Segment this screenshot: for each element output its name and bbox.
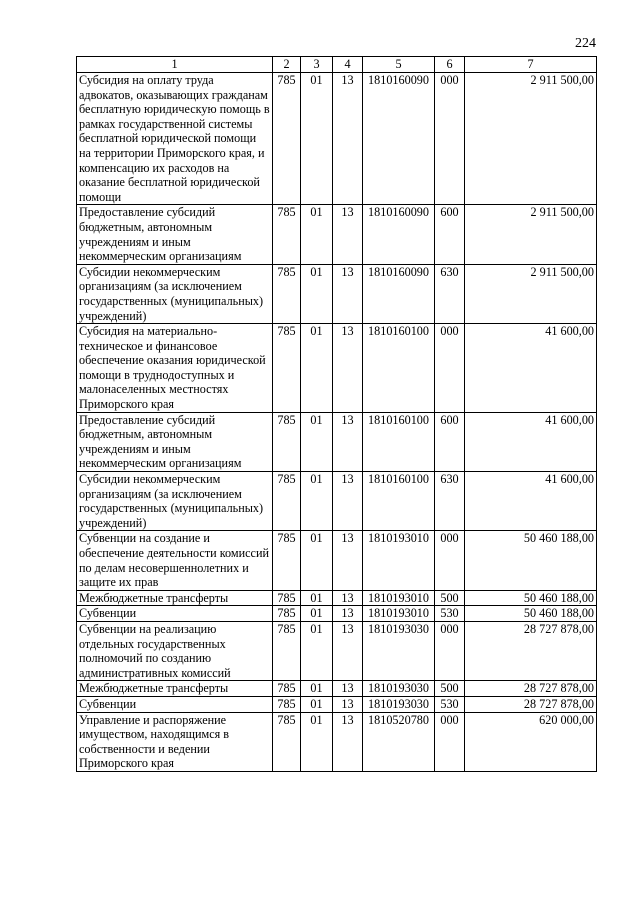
- row-code-3-cell: 01: [301, 712, 333, 771]
- row-code-4-cell: 13: [333, 412, 363, 471]
- row-code-4-cell: 13: [333, 472, 363, 531]
- table-row: [77, 73, 597, 205]
- row-code-3-cell: 01: [301, 606, 333, 622]
- row-amount-cell: 2 911 500,00: [465, 73, 597, 205]
- row-code-5-cell: 1810193010: [363, 606, 435, 622]
- row-code-2-cell: 785: [273, 531, 301, 590]
- row-code-4-cell: 13: [333, 324, 363, 413]
- table-row: [77, 712, 597, 771]
- table-row: [77, 621, 597, 680]
- row-code-5-cell: 1810160090: [363, 264, 435, 323]
- row-name-cell: Предоставление субсидий бюджетным, автономным учреждениям и иным некоммерческим организациям: [77, 412, 273, 471]
- row-code-3-cell: 01: [301, 412, 333, 471]
- row-code-3-cell: 01: [301, 621, 333, 680]
- row-amount-cell: 50 460 188,00: [465, 590, 597, 606]
- row-amount-cell: 41 600,00: [465, 324, 597, 413]
- row-code-5-cell: 1810193010: [363, 590, 435, 606]
- row-code-3-cell: 01: [301, 73, 333, 205]
- row-code-2-cell: 785: [273, 472, 301, 531]
- row-code-2-cell: 785: [273, 712, 301, 771]
- header-col-6: 6: [435, 57, 465, 73]
- row-code-6-cell: 600: [435, 412, 465, 471]
- table-row: [77, 205, 597, 264]
- row-code-3-cell: 01: [301, 205, 333, 264]
- row-code-4-cell: 13: [333, 590, 363, 606]
- header-col-1: 1: [77, 57, 273, 73]
- row-amount-cell: 2 911 500,00: [465, 264, 597, 323]
- row-code-5-cell: 1810520780: [363, 712, 435, 771]
- table-row: [77, 472, 597, 531]
- row-code-6-cell: 600: [435, 205, 465, 264]
- row-code-6-cell: 000: [435, 712, 465, 771]
- row-name-cell: Субвенции на реализацию отдельных государственных полномочий по созданию административных комиссий: [77, 621, 273, 680]
- budget-table: [76, 56, 597, 772]
- row-code-6-cell: 000: [435, 73, 465, 205]
- row-code-3-cell: 01: [301, 531, 333, 590]
- row-code-6-cell: 530: [435, 606, 465, 622]
- row-code-2-cell: 785: [273, 606, 301, 622]
- table-row: [77, 590, 597, 606]
- table-row: [77, 696, 597, 712]
- row-code-6-cell: 530: [435, 696, 465, 712]
- row-code-5-cell: 1810193010: [363, 531, 435, 590]
- row-code-6-cell: 000: [435, 621, 465, 680]
- row-code-2-cell: 785: [273, 412, 301, 471]
- table-body: [77, 73, 597, 772]
- table-row: [77, 606, 597, 622]
- row-code-2-cell: 785: [273, 681, 301, 697]
- row-code-4-cell: 13: [333, 531, 363, 590]
- row-amount-cell: 2 911 500,00: [465, 205, 597, 264]
- row-amount-cell: 620 000,00: [465, 712, 597, 771]
- row-code-5-cell: 1810160100: [363, 324, 435, 413]
- table-row: [77, 531, 597, 590]
- header-col-5: 5: [363, 57, 435, 73]
- page-number: 224: [575, 36, 596, 51]
- header-col-3: 3: [301, 57, 333, 73]
- row-amount-cell: 28 727 878,00: [465, 696, 597, 712]
- row-code-5-cell: 1810160100: [363, 412, 435, 471]
- header-col-7: 7: [465, 57, 597, 73]
- row-amount-cell: 41 600,00: [465, 472, 597, 531]
- row-code-6-cell: 630: [435, 264, 465, 323]
- row-code-3-cell: 01: [301, 324, 333, 413]
- row-name-cell: Управление и распоряжение имуществом, находящимся в собственности и ведении Приморского края: [77, 712, 273, 771]
- row-amount-cell: 41 600,00: [465, 412, 597, 471]
- row-code-4-cell: 13: [333, 264, 363, 323]
- row-name-cell: Субсидии некоммерческим организациям (за исключением государственных (муниципальных) учреждений): [77, 264, 273, 323]
- row-code-2-cell: 785: [273, 590, 301, 606]
- table-row: [77, 681, 597, 697]
- row-name-cell: Субсидия на материально-техническое и финансовое обеспечение оказания юридической помощи в труднодоступных и малонаселенных местностях Приморского края: [77, 324, 273, 413]
- row-name-cell: Субвенции на создание и обеспечение деятельности комиссий по делам несовершеннолетних и защите их прав: [77, 531, 273, 590]
- row-amount-cell: 50 460 188,00: [465, 531, 597, 590]
- row-code-2-cell: 785: [273, 696, 301, 712]
- row-code-4-cell: 13: [333, 621, 363, 680]
- row-code-5-cell: 1810160090: [363, 205, 435, 264]
- row-name-cell: Субвенции: [77, 606, 273, 622]
- row-name-cell: Субвенции: [77, 696, 273, 712]
- row-code-5-cell: 1810193030: [363, 696, 435, 712]
- row-code-5-cell: 1810160090: [363, 73, 435, 205]
- table-row: [77, 264, 597, 323]
- row-code-2-cell: 785: [273, 324, 301, 413]
- row-amount-cell: 28 727 878,00: [465, 681, 597, 697]
- row-name-cell: Межбюджетные трансферты: [77, 590, 273, 606]
- row-name-cell: Предоставление субсидий бюджетным, автономным учреждениям и иным некоммерческим организациям: [77, 205, 273, 264]
- row-code-5-cell: 1810193030: [363, 681, 435, 697]
- row-code-3-cell: 01: [301, 264, 333, 323]
- row-amount-cell: 50 460 188,00: [465, 606, 597, 622]
- row-code-3-cell: 01: [301, 590, 333, 606]
- row-code-4-cell: 13: [333, 712, 363, 771]
- row-code-6-cell: 000: [435, 531, 465, 590]
- table-row: [77, 324, 597, 413]
- row-code-2-cell: 785: [273, 621, 301, 680]
- row-code-4-cell: 13: [333, 681, 363, 697]
- row-code-5-cell: 1810193030: [363, 621, 435, 680]
- row-code-4-cell: 13: [333, 696, 363, 712]
- header-col-2: 2: [273, 57, 301, 73]
- row-code-3-cell: 01: [301, 696, 333, 712]
- row-code-6-cell: 500: [435, 590, 465, 606]
- row-amount-cell: 28 727 878,00: [465, 621, 597, 680]
- row-code-3-cell: 01: [301, 472, 333, 531]
- row-code-6-cell: 500: [435, 681, 465, 697]
- row-code-2-cell: 785: [273, 264, 301, 323]
- table-header-row: [77, 57, 597, 73]
- row-name-cell: Субсидия на оплату труда адвокатов, оказывающих гражданам бесплатную юридическую помощь в рамках государственной системы бесплатной юридической помощи на территории Приморского края, и компенсацию их расходов на оказание бесплатной юридической помощи: [77, 73, 273, 205]
- row-code-6-cell: 630: [435, 472, 465, 531]
- row-code-6-cell: 000: [435, 324, 465, 413]
- row-code-2-cell: 785: [273, 73, 301, 205]
- row-code-2-cell: 785: [273, 205, 301, 264]
- row-code-4-cell: 13: [333, 606, 363, 622]
- row-code-4-cell: 13: [333, 205, 363, 264]
- row-code-4-cell: 13: [333, 73, 363, 205]
- header-col-4: 4: [333, 57, 363, 73]
- row-name-cell: Межбюджетные трансферты: [77, 681, 273, 697]
- table-row: [77, 412, 597, 471]
- row-code-3-cell: 01: [301, 681, 333, 697]
- row-name-cell: Субсидии некоммерческим организациям (за исключением государственных (муниципальных) учреждений): [77, 472, 273, 531]
- row-code-5-cell: 1810160100: [363, 472, 435, 531]
